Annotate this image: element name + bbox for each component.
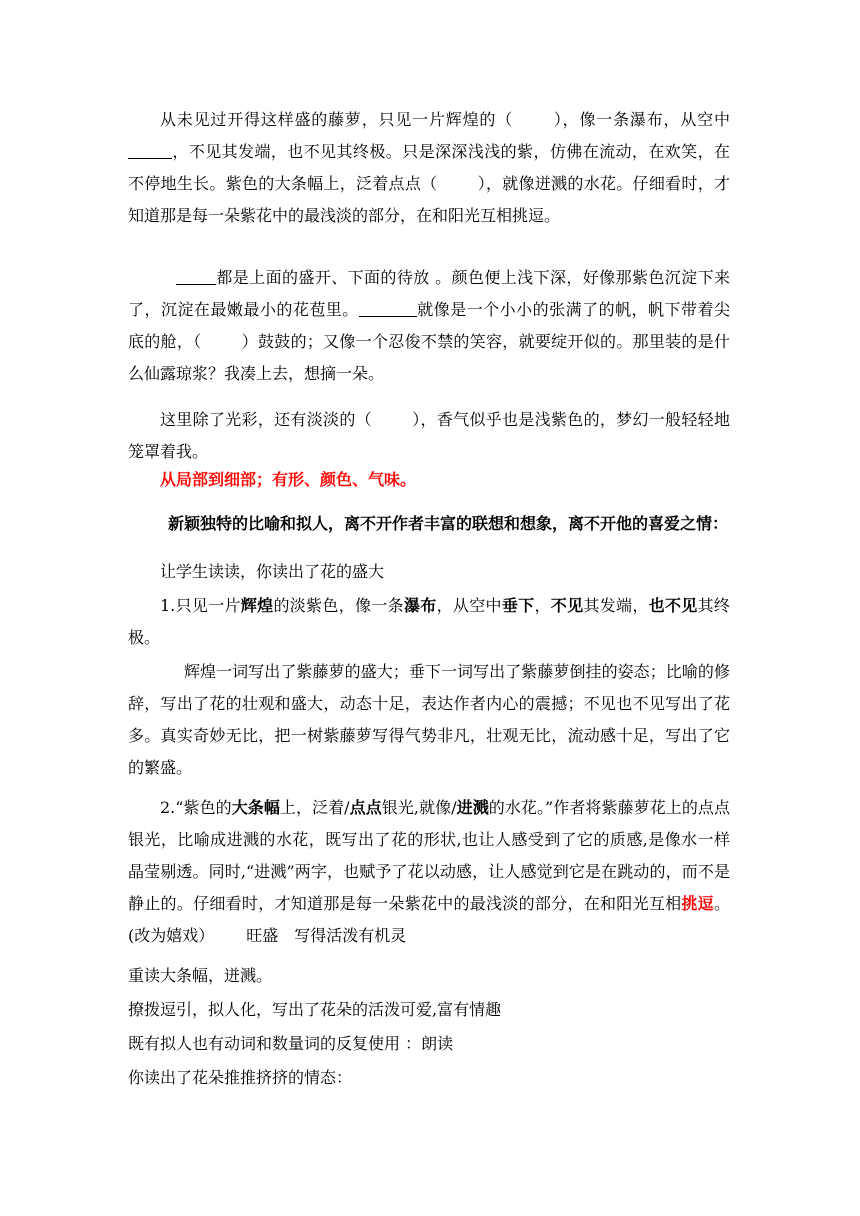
item-1-i: 其发端， — [583, 596, 649, 615]
item-2-c: 上，泛着/ — [279, 798, 350, 817]
paragraph-13: 你读出了花朵推推挤挤的情态： — [128, 1068, 353, 1087]
red-summary-line: 从局部到细部；有形、颜色、气味。 — [160, 470, 417, 489]
fill-blank — [359, 298, 417, 317]
p1-text-a: 从未见过开得这样盛的藤萝，只见一片辉煌的（ — [160, 110, 514, 129]
item-1 — [128, 590, 730, 654]
item-1-a: 1.只见一片 — [160, 596, 241, 615]
item-2-f: 进溅 — [456, 798, 489, 817]
p3-text-a: 这里除了光彩，还有淡淡的（ — [160, 410, 372, 429]
item-2-a: 2.“紫色的 — [160, 798, 232, 817]
p1-text-d: ），就像迸溅的水花。仔细看时，才知道那是每一朵紫花中的最浅淡的部分，在和阳光互相挑逗。 — [128, 174, 730, 225]
p1-text-b: ），像一条瀑布，从空中 — [553, 110, 730, 129]
item-2-k: 写得活泼有机灵 — [294, 926, 407, 945]
item-2 — [128, 792, 730, 952]
p1-text-c: ，不见其发端，也不见其终极。只是深深浅浅的紫，仿佛在流动，在欢笑，在不停地生长。紫色的大条幅上，泛着点点（ — [128, 142, 730, 193]
item-2-j: 旺盛 — [246, 926, 279, 945]
item-1-j: 也不见 — [648, 596, 698, 615]
explanation-1: 辉煌一词写出了紫藤萝的盛大；垂下一词写出了紫藤萝倒挂的姿态；比喻的修辞，写出了花的壮观和盛大，动态十足，表达作者内心的震撼；不见也不见写出了花多。真实奇妙无比，把一树紫藤萝写得气势非凡，壮观无比，流动感十足，写出了它的繁盛。 — [128, 662, 730, 777]
p3-text-b: ），香气似乎也是浅紫色的，梦幻一般轻轻地笼罩着我。 — [128, 410, 730, 461]
item-2-b: 大条幅 — [231, 798, 280, 817]
item-1-f: 垂下 — [501, 596, 535, 615]
p2-text-a: 都是上面的盛开、下面的待放 。颜色便上浅下深，好像那紫色沉淀下来了，沉淀在最嫩最小的花苞里。 — [128, 268, 730, 319]
item-1-h: 不见 — [550, 596, 584, 615]
item-2-i: 。(改为嬉戏） — [128, 894, 730, 945]
p2-text-c: ）鼓鼓的；又像一个忍俊不禁的笑容，就要绽开似的。那里装的是什么仙露琼浆？我凑上去，想摘一朵。 — [128, 332, 730, 383]
fill-blank — [176, 266, 216, 285]
item-2-h: 挑逗 — [681, 894, 714, 913]
item-1-k: 其终极。 — [128, 596, 730, 647]
item-1-g: ， — [534, 596, 551, 615]
item-2-d: 点点 — [349, 798, 382, 817]
paragraph-2 — [128, 262, 730, 390]
paragraph-10: 重读大条幅，迸溅。 — [128, 966, 273, 985]
item-1-e: ，从空中 — [436, 596, 502, 615]
paragraph-6: 让学生读读，你读出了花的盛大 — [160, 562, 385, 581]
item-1-c: 的淡紫色，像一条 — [273, 596, 404, 615]
paragraph-12: 既有拟人也有动词和数量词的反复使用 ：朗读 — [128, 1034, 454, 1053]
paragraph-1 — [128, 104, 730, 232]
item-2-g: 的水花。”作者将紫藤萝花上的点点银光，比喻成进溅的水花，既写出了花的形状,也让人感受到了它的质感,是像水一样晶莹剔透。同时,“进溅”两字，也赋予了花以动感，让人感觉到它是在跳动的，而不是静止的。仔细看时，才知道那是每一朵紫花中的最浅淡的部分，在和阳光互相 — [128, 798, 730, 913]
p2-text-b: 就像是一个小小的张满了的帆，帆下带着尖底的舱，（ — [128, 300, 730, 351]
paragraph-3 — [128, 404, 730, 468]
fill-blank — [128, 140, 172, 159]
item-2-e: 银光,就像/ — [381, 798, 457, 817]
item-1-d: 瀑布 — [403, 596, 437, 615]
item-1-b: 辉煌 — [240, 596, 274, 615]
bold-heading: 新颖独特的比喻和拟人，离不开作者丰富的联想和想象，离不开他的喜爱之情： — [168, 514, 729, 533]
paragraph-11: 撩拨逗引，拟人化，写出了花朵的活泼可爱,富有情趣 — [128, 1000, 502, 1019]
